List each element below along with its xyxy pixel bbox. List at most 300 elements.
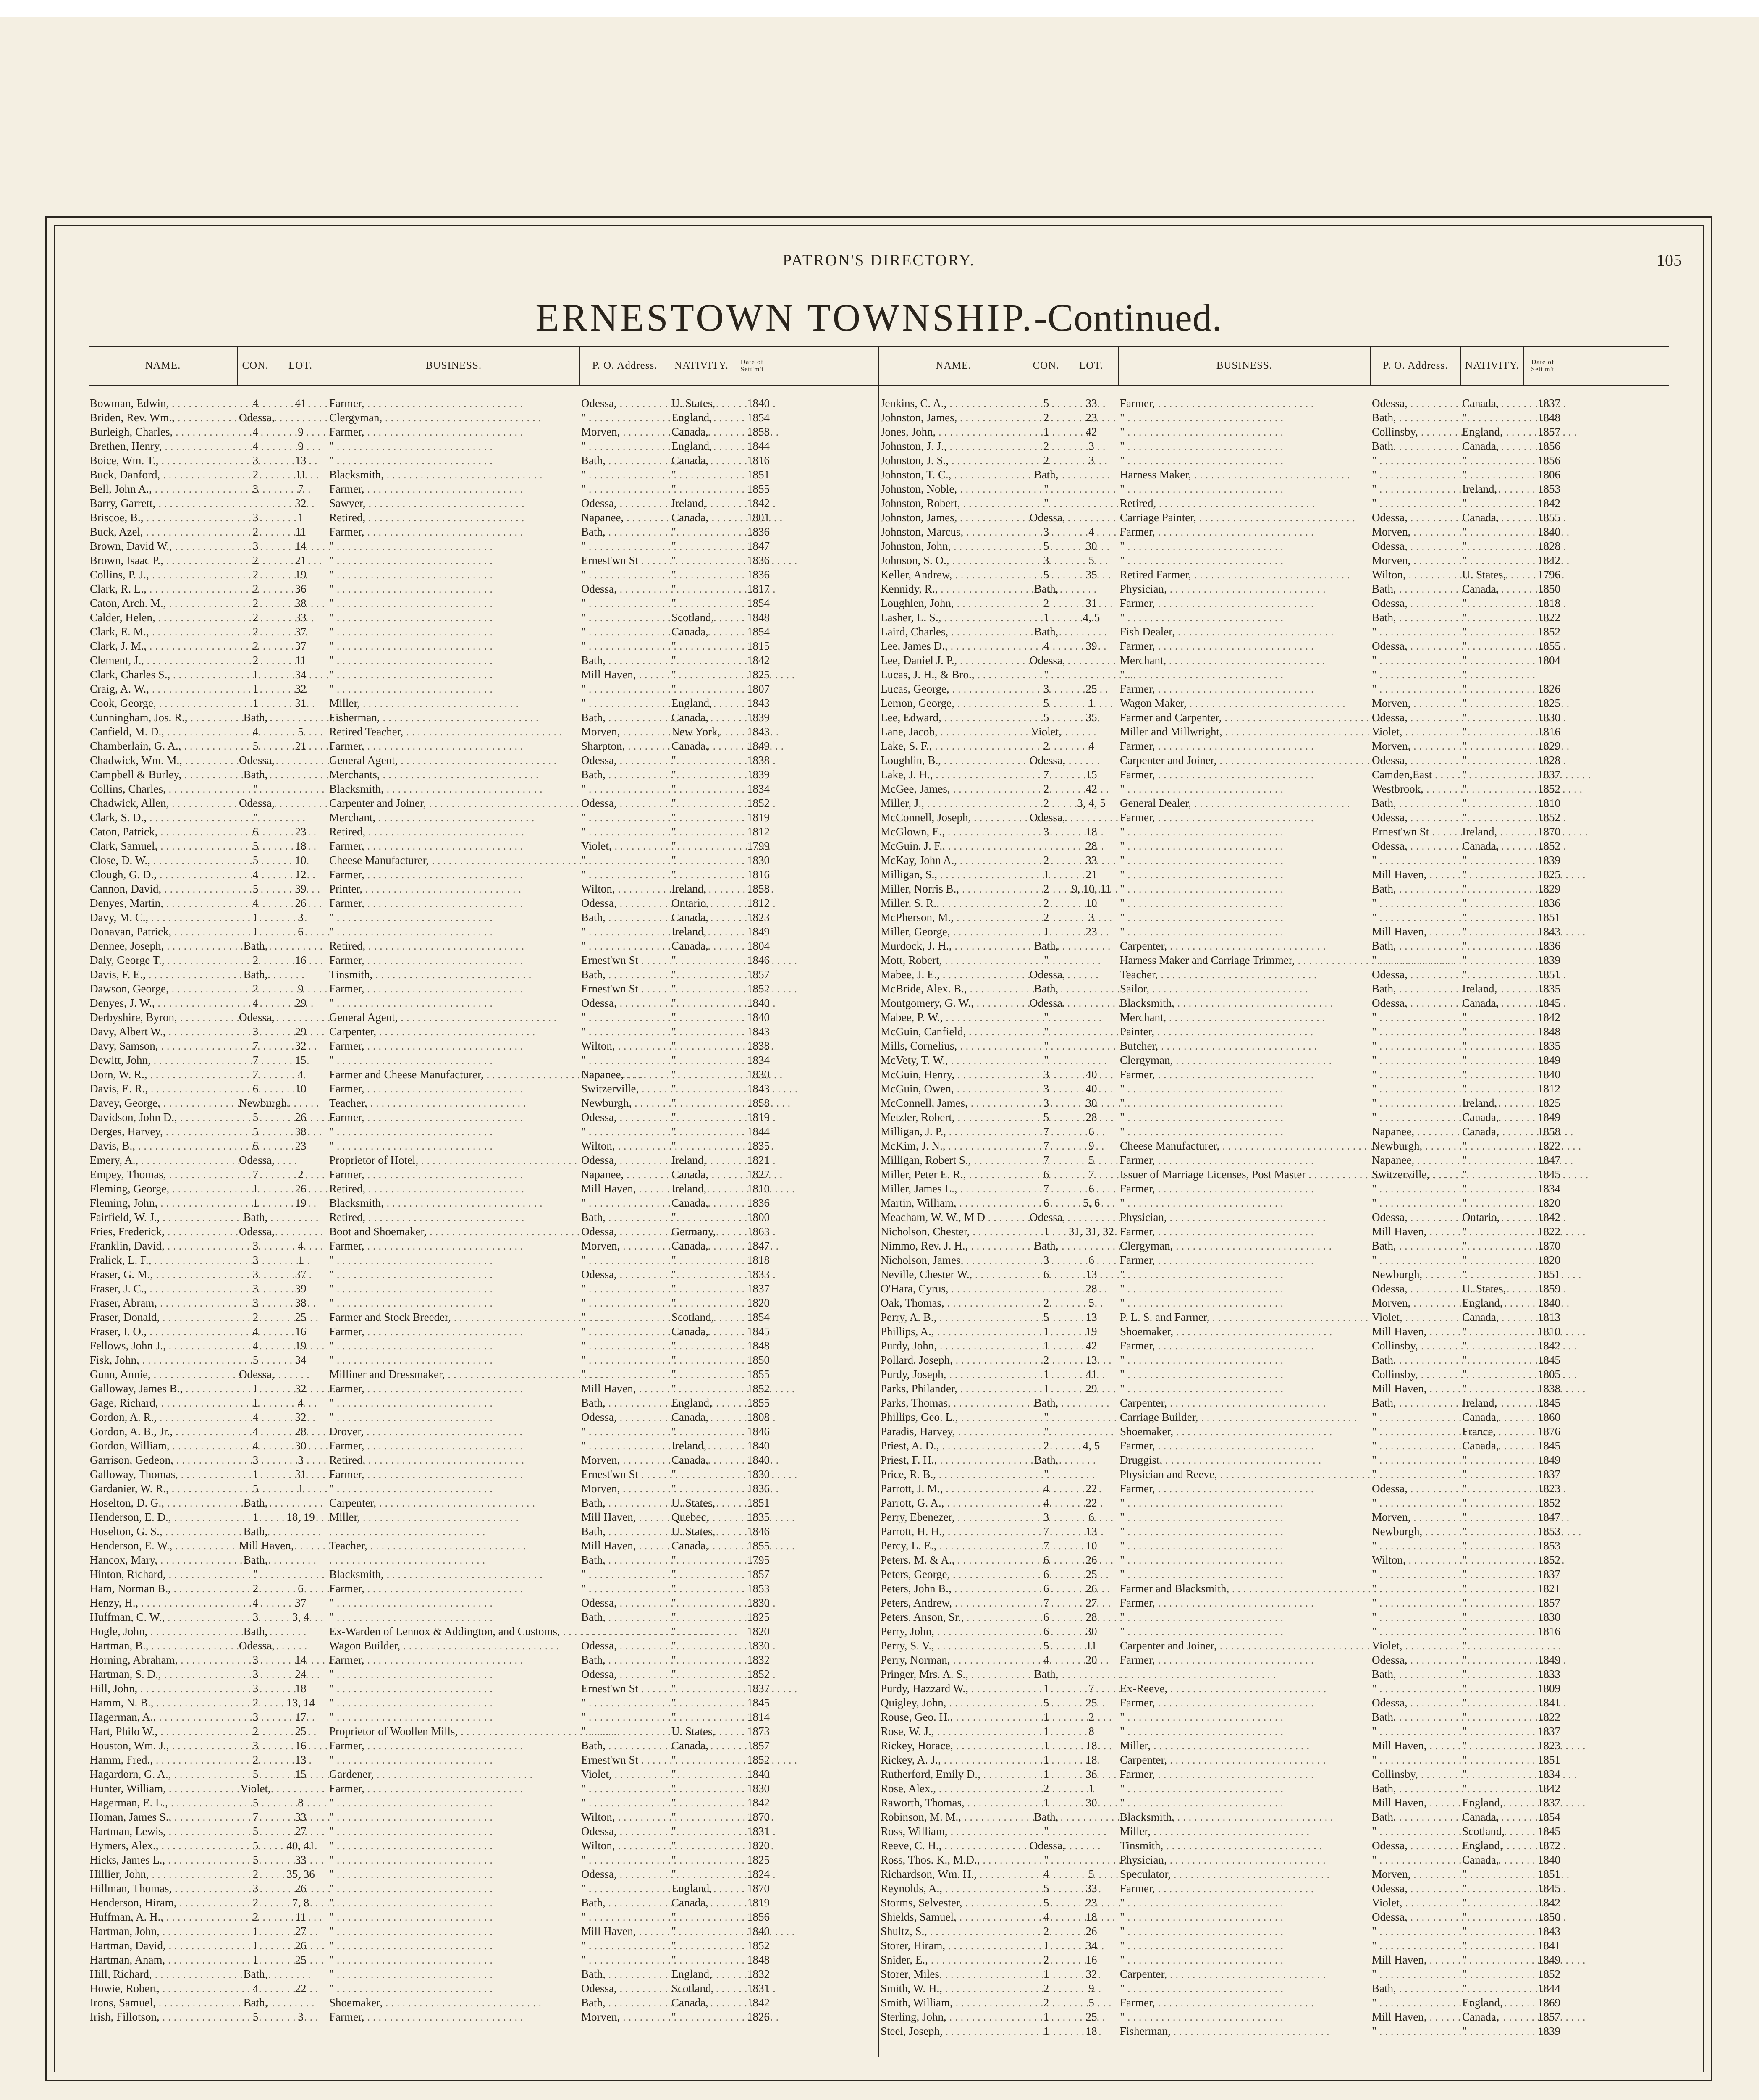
entry-nativity: " <box>671 840 676 852</box>
entry-name: Horning, Abraham, . . . <box>89 1653 238 1667</box>
entry-business: Blacksmith, . . . <box>328 1196 580 1210</box>
entry-po-address: " . . . <box>1371 1196 1461 1210</box>
entry-nativity: England, <box>671 411 712 424</box>
entry-con: 4 <box>1043 1496 1049 1509</box>
entry-nativity: " <box>671 782 676 795</box>
entry-date: 1796 <box>1538 568 1560 581</box>
entry-con: 2 <box>252 1911 259 1923</box>
entry-po-address: " . . . <box>580 1024 670 1039</box>
entry-nativity: " <box>671 854 676 866</box>
entry-business: " . . . <box>328 1895 580 1910</box>
table-row <box>89 439 878 453</box>
entry-po-address: " . . . <box>1371 1610 1461 1624</box>
entry-nativity: " <box>671 1839 676 1852</box>
entry-con: 5 <box>1043 1896 1049 1909</box>
entry-name: Peters, George, . . . <box>879 1567 1028 1581</box>
table-row <box>879 1324 1669 1339</box>
entry-lot <box>273 410 328 425</box>
entry-con: 3 <box>252 511 259 524</box>
entry-po-address: Odessa, . . . <box>580 496 670 510</box>
table-row <box>879 596 1669 610</box>
table-row <box>89 482 878 496</box>
entry-date: 1823 <box>1538 1739 1560 1752</box>
entry-po-address: Morven, . . . <box>1371 525 1461 539</box>
entry-name: Howie, Robert, . . . <box>89 1981 238 1995</box>
entry-con: 3 <box>252 1682 259 1695</box>
entry-con: 1 <box>252 1468 259 1480</box>
entry-nativity: " <box>1462 797 1467 809</box>
entry-date: 1858 <box>747 425 770 438</box>
entry-po-address: Wilton, . . . <box>580 1810 670 1824</box>
entry-date: 1842 <box>747 497 770 509</box>
entry-lot: 13 <box>1085 1525 1097 1538</box>
entry-lot: 6 <box>1088 1511 1094 1523</box>
entry-po-address: Camden,East . . . <box>1371 767 1461 782</box>
table-row <box>879 439 1669 453</box>
entry-con: 4 <box>252 725 259 738</box>
entry-name: Shultz, S., . . . <box>879 1924 1028 1938</box>
entry-po-address: " . . . <box>580 939 670 953</box>
entry-business: Carpenter, . . . <box>328 1496 580 1510</box>
entry-lot: 33 <box>1085 397 1097 410</box>
entry-nativity: " <box>671 1853 676 1866</box>
entry-lot: 41 <box>295 397 307 410</box>
entry-po-address: " . . . <box>580 1281 670 1296</box>
entry-po-address: Violet, . . . <box>580 1767 670 1781</box>
entry-lot: 33 <box>295 1853 307 1866</box>
entry-date: 1842 <box>1538 1339 1560 1352</box>
entry-nativity: Scotland, <box>671 1982 714 1995</box>
entry-name: Milligan, Robert S., . . . <box>879 1153 1028 1167</box>
table-row <box>89 1538 878 1553</box>
entry-nativity: England, <box>1462 1796 1503 1809</box>
entry-business: " . . . <box>1119 1381 1371 1396</box>
entry-date: 1846 <box>747 1525 770 1538</box>
entry-business: Farmer, . . . <box>328 1653 580 1667</box>
entry-lot: 33 <box>295 611 307 624</box>
entry-con: Mill Haven, <box>239 1539 294 1552</box>
entry-name: Percy, L. E., . . . <box>879 1538 1028 1553</box>
entry-po-address: " . . . <box>580 1853 670 1867</box>
entry-business: Teacher, . . . <box>328 1096 580 1110</box>
table-row <box>879 1453 1669 1467</box>
entry-business <box>328 1524 580 1538</box>
entry-lot: 10 <box>295 854 307 866</box>
entry-business: " . . . <box>328 1410 580 1424</box>
entry-po-address: " . . . <box>580 1953 670 1967</box>
table-row <box>879 1438 1669 1453</box>
entry-date: 1858 <box>747 1097 770 1109</box>
table-row <box>89 1082 878 1096</box>
entry-lot <box>1064 982 1119 996</box>
entry-po-address: " . . . <box>1371 1567 1461 1581</box>
entry-nativity: Canada, <box>1462 997 1499 1009</box>
entry-business: Teacher, . . . <box>328 1538 580 1553</box>
entry-po-address: Mill Haven, . . . <box>1371 1324 1461 1339</box>
table-row <box>879 910 1669 924</box>
entry-business: Farmer, . . . <box>328 867 580 882</box>
entry-nativity: " <box>1462 1182 1467 1195</box>
entry-lot: 30 <box>1085 1097 1097 1109</box>
entry-name: Hartman, John, . . . <box>89 1924 238 1938</box>
entry-nativity: " <box>1462 554 1467 567</box>
entry-con: 5 <box>252 882 259 895</box>
entry-nativity: " <box>1462 1668 1467 1680</box>
entry-name: McVety, T. W., . . . <box>879 1053 1028 1067</box>
entry-business: Tinsmith, . . . <box>328 967 580 982</box>
entry-lot: 11 <box>295 1911 306 1923</box>
entry-name: Hagerman, E. L., . . . <box>89 1796 238 1810</box>
table-row <box>89 1953 878 1967</box>
entry-con: 7 <box>1043 1539 1049 1552</box>
entry-name: Lane, Jacob, . . . <box>879 724 1028 739</box>
entry-name: Lee, Daniel J. P., . . . <box>879 653 1028 667</box>
entry-name: Davy, M. C., . . . <box>89 910 238 924</box>
entry-con: Odessa, <box>1030 1839 1065 1852</box>
entry-lot: 18 <box>1085 1911 1097 1923</box>
entry-po-address: " . . . <box>580 539 670 553</box>
entry-date: 1843 <box>747 697 770 709</box>
entry-business: " . . . <box>328 553 580 567</box>
table-row <box>89 796 878 810</box>
entry-lot <box>273 1567 328 1581</box>
left-table-half <box>89 346 879 2057</box>
entry-name: Chadwick, Allen, . . . <box>89 796 238 810</box>
entry-nativity: Canada, <box>671 454 708 467</box>
entry-lot: 6 <box>1088 1182 1094 1195</box>
entry-name: Johnston, James, . . . <box>879 510 1028 525</box>
entry-name: Hancox, Mary, . . . <box>89 1553 238 1567</box>
entry-name: Clark, Charles S., . . . <box>89 667 238 682</box>
entry-po-address: Violet, . . . <box>1371 1895 1461 1910</box>
table-row <box>879 896 1669 910</box>
table-row <box>89 1339 878 1353</box>
entry-lot <box>1064 467 1119 482</box>
entry-name: Smith, William, . . . <box>879 1995 1028 2010</box>
entry-business: " . . . <box>328 1681 580 1696</box>
entry-date: 1842 <box>1538 1211 1560 1223</box>
entry-lot <box>1064 1853 1119 1867</box>
entry-nativity: England, <box>671 697 712 709</box>
entry-po-address: Bath, . . . <box>1371 439 1461 453</box>
entry-po-address: " . . . <box>580 682 670 696</box>
entry-business: Farmer, . . . <box>1119 1438 1371 1453</box>
table-row <box>89 1967 878 1981</box>
entry-con: " <box>1043 954 1049 966</box>
entry-business: Merchant, . . . <box>1119 1010 1371 1024</box>
entry-con: 3 <box>252 1282 259 1295</box>
entry-po-address: Odessa, . . . <box>580 1110 670 1124</box>
entry-name: Rose, Alex., . . . <box>879 1781 1028 1796</box>
entry-po-address: Ernest'wn St . . . <box>580 953 670 967</box>
entry-po-address: Napanee, . . . <box>1371 1124 1461 1139</box>
entry-lot <box>273 1010 328 1024</box>
entry-lot: 5, 6 <box>1083 1197 1100 1209</box>
table-row <box>89 1995 878 2010</box>
header-con: CON. <box>1028 347 1064 385</box>
entry-po-address: " . . . <box>1371 1438 1461 1453</box>
entry-con: 3 <box>1043 525 1049 538</box>
entry-lot <box>1064 1824 1119 1838</box>
entry-con: 2 <box>1043 1953 1049 1966</box>
entry-po-address: Odessa, . . . <box>580 396 670 410</box>
entry-po-address: Switzerville, . . . <box>1371 1167 1461 1181</box>
entry-nativity: Ireland, <box>671 925 707 938</box>
entry-date: 1845 <box>1538 997 1560 1009</box>
entry-name: Daly, George T., . . . <box>89 953 238 967</box>
entry-name: McGuin, J. F., . . . <box>879 839 1028 853</box>
entry-po-address: Ernest'wn St . . . <box>580 1681 670 1696</box>
table-row <box>879 567 1669 582</box>
entry-name: Irons, Samuel, . . . <box>89 1995 238 2010</box>
entry-lot: 23 <box>1085 925 1097 938</box>
entry-date: 1856 <box>1538 454 1560 467</box>
entry-business: Farmer, . . . <box>1119 810 1371 824</box>
entry-date: 1837 <box>747 1282 770 1295</box>
entry-business: " . . . <box>1119 1710 1371 1724</box>
entry-lot: 3 <box>1088 440 1094 452</box>
entry-con: 2 <box>252 611 259 624</box>
entry-nativity: " <box>671 754 676 766</box>
entry-nativity: Canada, <box>671 1539 708 1552</box>
entry-po-address: Bath, . . . <box>580 1738 670 1753</box>
entry-name: Miller, James L., . . . <box>879 1181 1028 1196</box>
table-row <box>879 1110 1669 1124</box>
entry-nativity: Canada, <box>671 425 708 438</box>
entry-con: 5 <box>1043 397 1049 410</box>
entry-con: 3 <box>252 454 259 467</box>
entry-po-address: Odessa, . . . <box>580 1867 670 1881</box>
entry-po-address: " . . . <box>580 1196 670 1210</box>
entry-lot <box>1064 625 1119 639</box>
entry-nativity: " <box>671 1625 676 1638</box>
entry-business: Gardener, . . . <box>328 1767 580 1781</box>
entry-po-address: Ernest'wn St . . . <box>580 553 670 567</box>
entry-nativity: " <box>671 583 676 595</box>
table-row <box>879 1567 1669 1581</box>
entry-nativity: Canada, <box>671 1197 708 1209</box>
entry-name: Hartman, S. D., . . . <box>89 1667 238 1681</box>
entry-con: 4 <box>252 897 259 909</box>
entry-date: 1845 <box>1538 1825 1560 1838</box>
entry-name: Fisk, John, . . . <box>89 1353 238 1367</box>
entry-con: 3 <box>252 1711 259 1723</box>
entry-lot: 22 <box>295 1982 307 1995</box>
table-row <box>879 1781 1669 1796</box>
entry-name: Perry, A. B., . . . <box>879 1310 1028 1324</box>
table-row <box>879 1710 1669 1724</box>
entry-po-address: Bath, . . . <box>1371 939 1461 953</box>
entry-name: Perry, S. V., . . . <box>879 1638 1028 1653</box>
entry-con: 4 <box>252 1596 259 1609</box>
table-row <box>89 1253 878 1267</box>
entry-nativity: " <box>1462 782 1467 795</box>
entry-date: 1849 <box>747 740 770 752</box>
entry-date: 1830 <box>747 1068 770 1081</box>
entry-name: Fairfield, W. J., . . . <box>89 1210 238 1224</box>
table-row <box>89 982 878 996</box>
entry-name: McGee, James, . . . <box>879 782 1028 796</box>
entry-business: Farmer, . . . <box>328 425 580 439</box>
table-row <box>879 1424 1669 1438</box>
table-row <box>879 853 1669 867</box>
entry-lot: 1 <box>1088 1782 1094 1795</box>
entry-nativity: France, <box>1462 1425 1496 1438</box>
entry-lot <box>273 1367 328 1381</box>
entry-name: Smith, W. H., . . . <box>879 1981 1028 1995</box>
entry-po-address: " . . . <box>1371 1053 1461 1067</box>
entry-lot: 19 <box>295 568 307 581</box>
entry-lot <box>1064 582 1119 596</box>
entry-lot: 6 <box>1088 1254 1094 1266</box>
entry-nativity: Canada, <box>671 711 708 724</box>
entry-date: 1835 <box>747 1139 770 1152</box>
entry-po-address: Odessa, . . . <box>580 996 670 1010</box>
page-number: 105 <box>1657 251 1682 270</box>
entry-nativity: England, <box>1462 1839 1503 1852</box>
entry-business: Blacksmith, . . . <box>328 782 580 796</box>
entry-date: 1853 <box>1538 1525 1560 1538</box>
entry-name: Kennidy, R., . . . <box>879 582 1028 596</box>
table-row <box>879 1010 1669 1024</box>
entry-nativity: " <box>1462 1725 1467 1738</box>
entry-lot: 30 <box>1085 540 1097 552</box>
header-date: Date of Sett'm't <box>1531 359 1555 373</box>
entry-name: McGuin, Henry, . . . <box>879 1067 1028 1082</box>
entry-po-address: " . . . <box>1371 1453 1461 1467</box>
table-row <box>89 882 878 896</box>
entry-name: Oak, Thomas, . . . <box>879 1296 1028 1310</box>
table-row <box>89 1710 878 1724</box>
entry-business: Miller, . . . <box>1119 1738 1371 1753</box>
table-row <box>879 1767 1669 1781</box>
entry-business: " . . . <box>1119 1624 1371 1638</box>
entry-po-address: Bath, . . . <box>1371 582 1461 596</box>
entry-po-address: " . . . <box>1371 896 1461 910</box>
entry-name: Miller, J., . . . <box>879 796 1028 810</box>
entry-nativity: " <box>671 1354 676 1366</box>
entry-date: 1835 <box>747 1511 770 1523</box>
entry-business: Farmer, . . . <box>1119 1481 1371 1496</box>
entry-po-address: Napanee, . . . <box>580 1167 670 1181</box>
entry-business: Merchant, . . . <box>328 810 580 824</box>
entry-con: 1 <box>1043 1325 1049 1338</box>
table-row <box>879 467 1669 482</box>
entry-nativity: " <box>1462 540 1467 552</box>
entry-nativity: Ireland, <box>671 1154 707 1166</box>
entry-name: Hoselton, D. G., . . . <box>89 1496 238 1510</box>
entry-po-address: Newburgh, . . . <box>1371 1139 1461 1153</box>
entry-business: Proprietor of Hotel, . . . <box>328 1153 580 1167</box>
entry-lot <box>273 1224 328 1239</box>
entry-name: Shields, Samuel, . . . <box>879 1910 1028 1924</box>
entry-con: 6 <box>1043 1582 1049 1595</box>
entry-business: Druggist, . . . <box>1119 1453 1371 1467</box>
entry-name: Huffman, A. H., . . . <box>89 1910 238 1924</box>
entry-lot <box>1064 1410 1119 1424</box>
entry-nativity: " <box>671 525 676 538</box>
entry-business: " . . . <box>1119 1367 1371 1381</box>
entry-date: 1842 <box>1538 1011 1560 1024</box>
entry-nativity: " <box>1462 1968 1467 1980</box>
entry-name: Davy, Albert W., . . . <box>89 1024 238 1039</box>
entry-lot: 32 <box>295 682 307 695</box>
entry-con: Bath, <box>243 1554 268 1566</box>
entry-con: 1 <box>1043 868 1049 881</box>
entry-business: Ex-Warden of Lennox & Addington, and Customs, . . . <box>328 1624 580 1638</box>
table-row <box>879 682 1669 696</box>
entry-business: " . . . <box>328 1253 580 1267</box>
entry-date: 1813 <box>1538 1311 1560 1323</box>
entry-po-address: " . . . <box>580 1424 670 1438</box>
entry-nativity: Canada, <box>1462 1125 1499 1138</box>
entry-name: Purdy, Joseph, . . . <box>879 1367 1028 1381</box>
entry-con: 1 <box>1043 1939 1049 1952</box>
entry-date: 1856 <box>1538 440 1560 452</box>
entry-po-address: " . . . <box>1371 625 1461 639</box>
entry-name: Rickey, A. J., . . . <box>879 1753 1028 1767</box>
entry-business: Sawyer, . . . <box>328 496 580 510</box>
entry-con: 6 <box>252 1082 259 1095</box>
entry-business: " . . . <box>1119 1895 1371 1910</box>
entry-con: 3 <box>1043 1082 1049 1095</box>
entry-date: 1847 <box>1538 1154 1560 1166</box>
entry-con: 5 <box>252 1125 259 1138</box>
entry-con: 2 <box>1043 797 1049 809</box>
entry-nativity: " <box>1462 1368 1467 1381</box>
entry-date: 1854 <box>747 411 770 424</box>
entry-lot: 21 <box>295 740 307 752</box>
entry-con: 6 <box>252 1139 259 1152</box>
entry-po-address: Odessa, . . . <box>1371 810 1461 824</box>
entry-con: 3 <box>252 483 259 495</box>
entry-po-address: " . . . <box>580 853 670 867</box>
entry-lot: 35 <box>1085 568 1097 581</box>
entry-date: 1843 <box>1538 925 1560 938</box>
entry-po-address: " . . . <box>580 1781 670 1796</box>
entry-date: 1834 <box>747 1054 770 1066</box>
entry-business: " . . . <box>328 1053 580 1067</box>
entry-nativity: " <box>1462 1582 1467 1595</box>
entry-nativity: " <box>1462 968 1467 981</box>
entry-nativity: Canada, <box>1462 2011 1499 2023</box>
table-row <box>89 625 878 639</box>
entry-business: Farmer, . . . <box>1119 1067 1371 1082</box>
entry-nativity: " <box>1462 1596 1467 1609</box>
entry-lot <box>1064 1810 1119 1824</box>
entry-nativity: " <box>671 797 676 809</box>
entry-con: 3 <box>252 1254 259 1266</box>
entry-business: Printer, . . . <box>328 882 580 896</box>
entry-name: Clark, R. L., . . . <box>89 582 238 596</box>
entry-name: Canfield, M. D., . . . <box>89 724 238 739</box>
entry-name: Henderson, Hiram, . . . <box>89 1895 238 1910</box>
entry-po-address: " . . . <box>580 439 670 453</box>
entry-date: 1857 <box>1538 425 1560 438</box>
table-row <box>879 639 1669 653</box>
entry-po-address: Morven, . . . <box>580 1239 670 1253</box>
table-row <box>89 1024 878 1039</box>
entry-business: " . . . <box>328 1396 580 1410</box>
entry-nativity: " <box>671 1925 676 1937</box>
entry-po-address: Odessa, . . . <box>580 1638 670 1653</box>
entry-name: Parrott, G. A., . . . <box>879 1496 1028 1510</box>
entry-date: 1795 <box>747 1554 770 1566</box>
table-row <box>89 1667 878 1681</box>
entry-name: McGuin, Canfield, . . . <box>879 1024 1028 1039</box>
entry-po-address: Odessa, . . . <box>1371 710 1461 724</box>
entry-con: " <box>1043 1411 1049 1423</box>
